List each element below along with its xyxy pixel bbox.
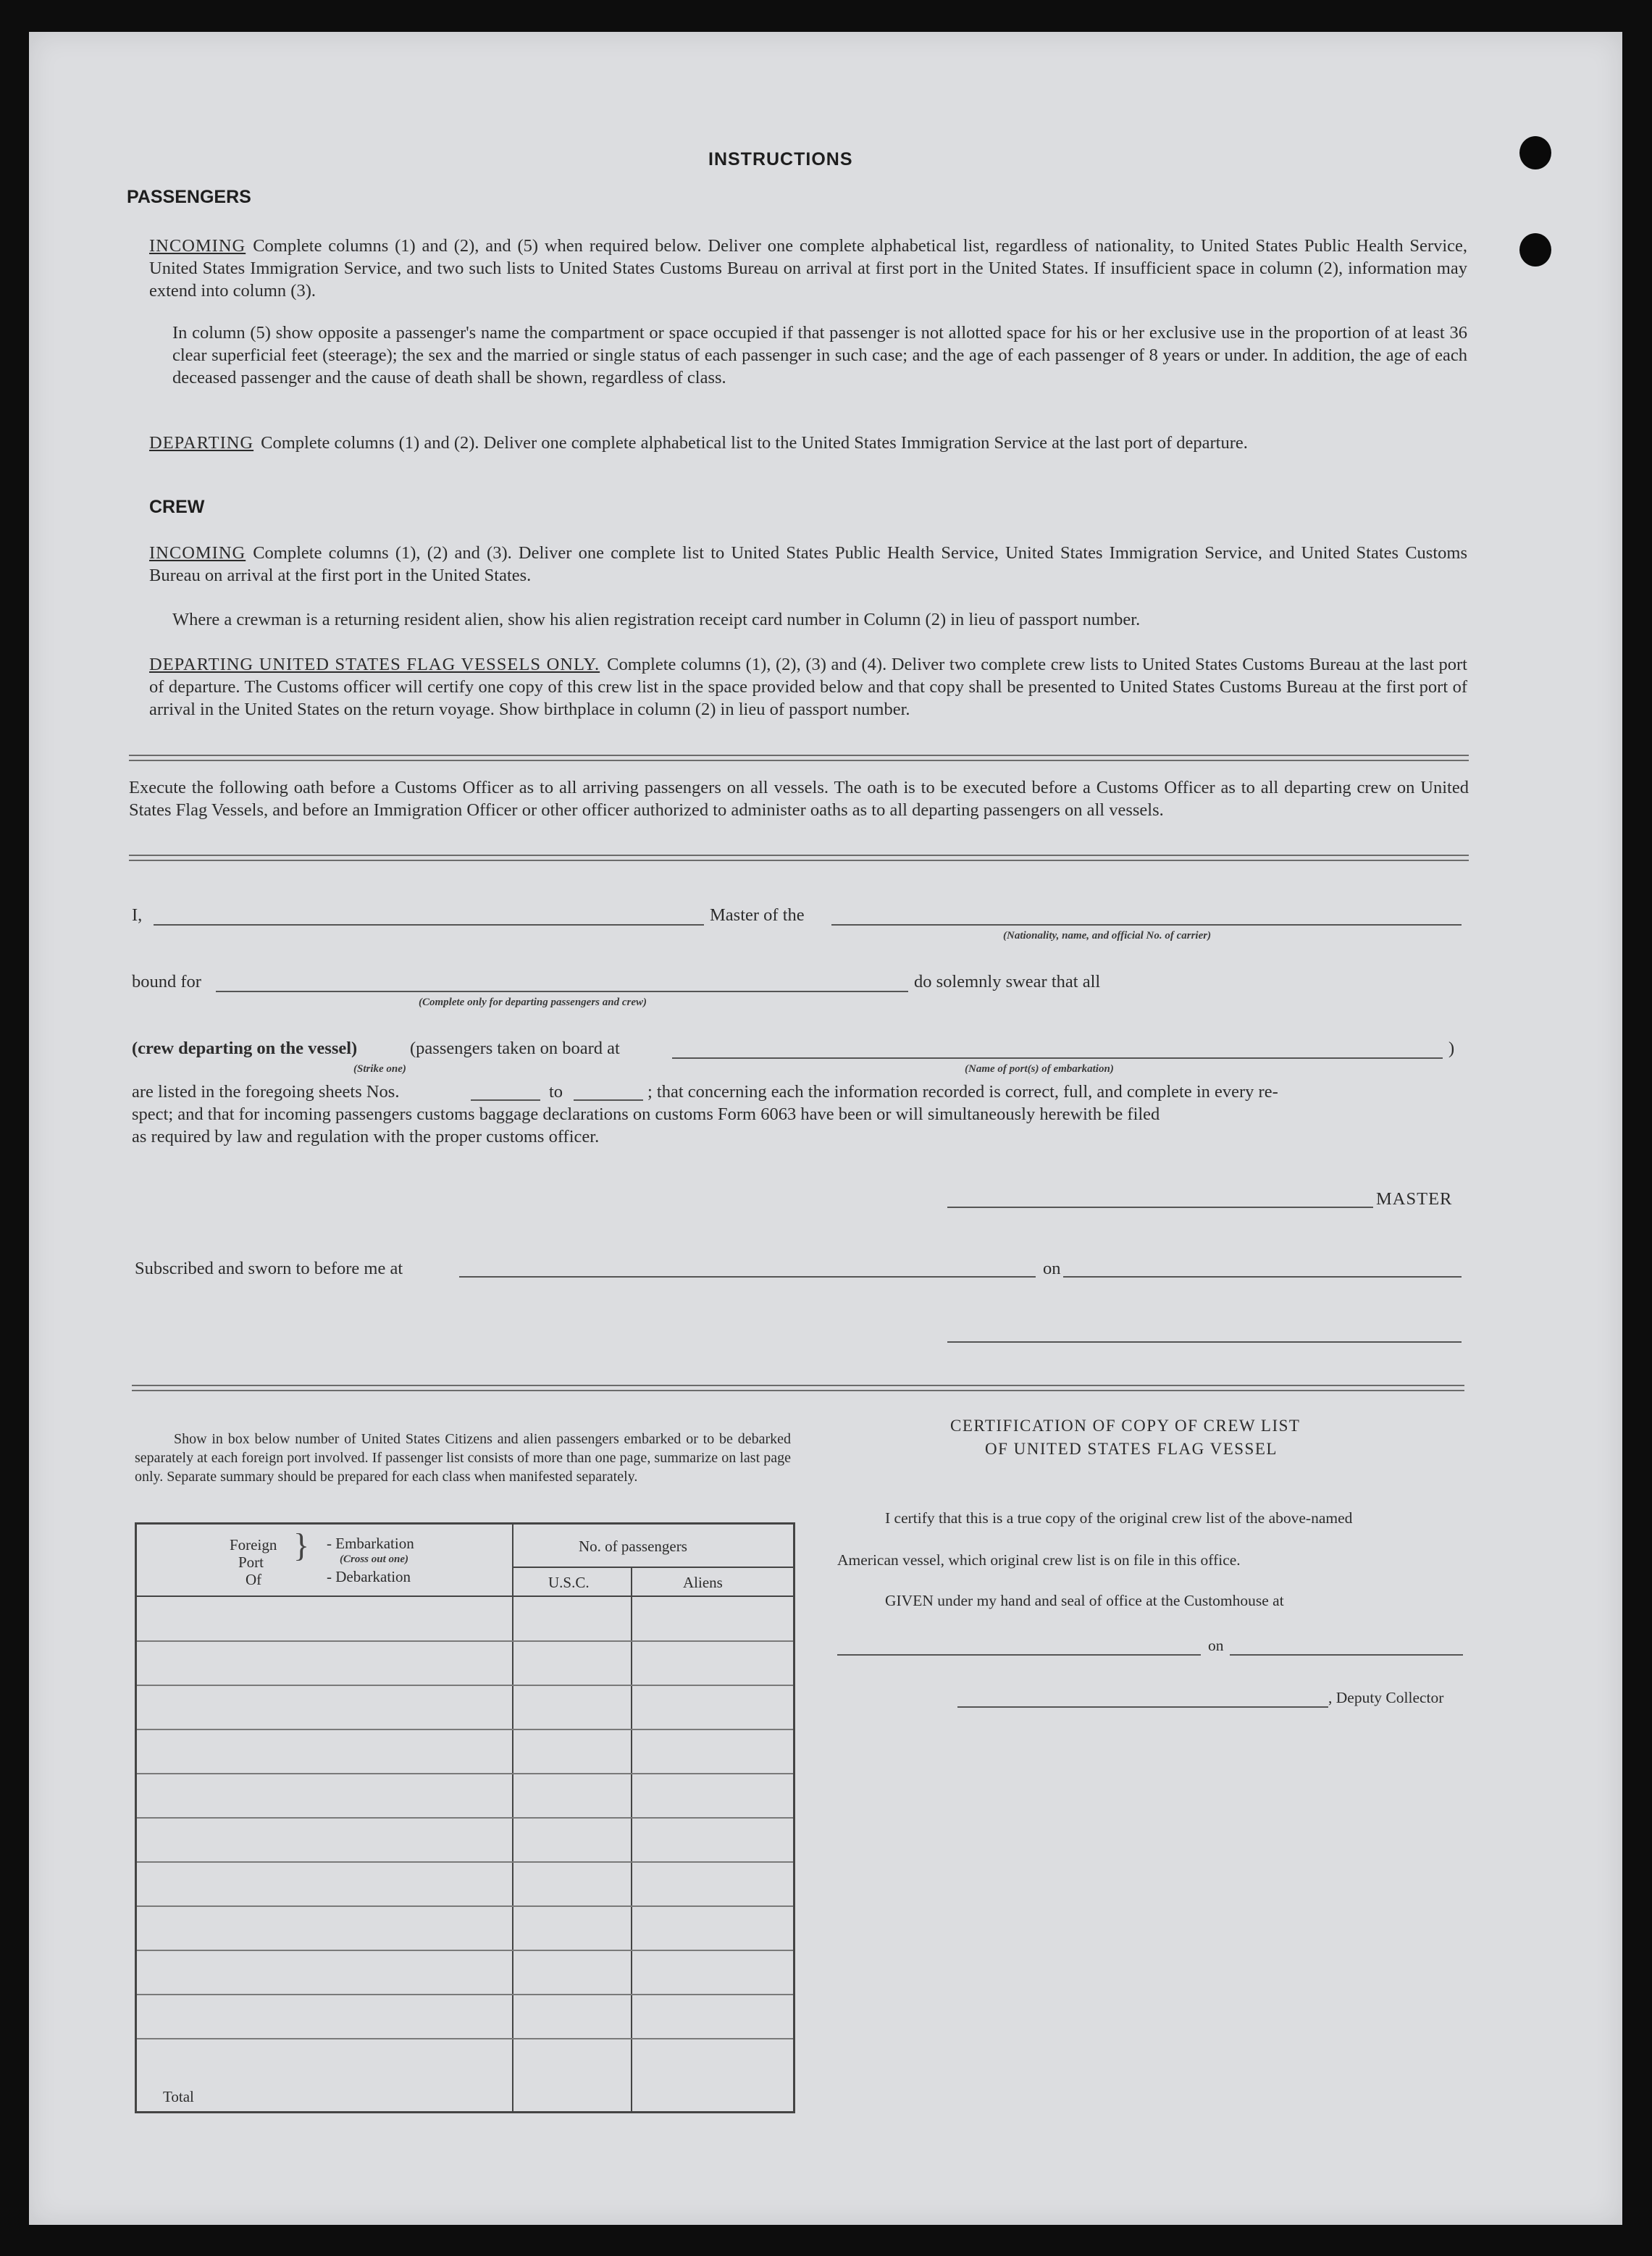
column5-paragraph: In column (5) show opposite a passenger's name the compartment or space occupied if that passenger is not allotted space for his or her exclusive use in the proportion of at least 36 clear superficial feet (steerage); the sex and the married or single status of each passenger in such case; and the age of each passenger of 8 years or under. In addition, the age of each deceased passenger and the cause of death shall be shown, regardless of class. [172, 323, 1467, 387]
row-divider [137, 1950, 793, 1951]
ports-field[interactable] [672, 1057, 1443, 1059]
row-divider [137, 1729, 793, 1730]
crew-incoming-paragraph [149, 542, 1467, 587]
crew-departing-text: Complete columns (1), (2), (3) and (4). Deliver two complete crew lists to United States Customs Bureau at the last port of departure. The Customs officer will certify one copy of this crew list in the space provided below and that copy shall be presented to United States Customs Bureau at the first port of arrival in the United States on the return voyage. Show birthplace in column (2) in lieu of passport number. [149, 655, 1467, 719]
embarkation-label: - Embarkation [327, 1535, 414, 1552]
of-label: Of [246, 1571, 262, 1588]
passengers-departing-paragraph [149, 432, 1467, 454]
column-divider [631, 1567, 632, 2111]
sworn-on-label: on [1043, 1259, 1061, 1278]
bound-for-field[interactable] [216, 991, 908, 992]
page-title: INSTRUCTIONS [708, 149, 853, 169]
punch-hole [1519, 136, 1551, 169]
crew-departing-option: (crew departing on the vessel) [132, 1039, 358, 1058]
crew-resident-paragraph: Where a crewman is a returning resident alien, show his alien registration receipt card number in Column (2) in lieu of passport number. [172, 610, 1141, 629]
row-divider [137, 1994, 793, 1995]
close-paren: ) [1448, 1039, 1455, 1058]
certification-line-1: I certify that this is a true copy of the original crew list of the above-named [885, 1509, 1353, 1527]
deputy-signature-field[interactable] [957, 1706, 1328, 1708]
passengers-incoming-text: Complete columns (1) and (2), and (5) when required below. Deliver one complete alphabetical list, regardless of nationality, to United States Public Health Service, United States Immigration Service, and two such lists to United States Customs Bureau on arrival at first port in the United States. If insufficient space in column (2), information may extend into column (3). [149, 236, 1467, 301]
sworn-place-field[interactable] [459, 1276, 1036, 1278]
foreign-label: Foreign [230, 1536, 277, 1553]
swear-label: do solemnly swear that all [914, 972, 1101, 991]
row-divider [137, 1905, 793, 1907]
sworn-date-field[interactable] [1063, 1276, 1462, 1278]
carrier-note: (Nationality, name, and official No. of carrier) [1003, 930, 1212, 942]
row-divider [137, 1685, 793, 1686]
debarkation-label: - Debarkation [327, 1568, 411, 1585]
certification-date-field[interactable] [1230, 1654, 1463, 1656]
sheet-to-field[interactable] [574, 1099, 643, 1101]
row-divider [137, 2038, 793, 2039]
certification-title-2: OF UNITED STATES FLAG VESSEL [985, 1440, 1278, 1458]
row-divider [137, 1773, 793, 1774]
oath-i-label: I, [132, 905, 143, 925]
usc-header: U.S.C. [548, 1574, 590, 1591]
sheets-to-label: to [549, 1082, 563, 1102]
sheets-label: are listed in the foregoing sheets Nos. [132, 1082, 400, 1102]
master-name-field[interactable] [154, 924, 704, 926]
customhouse-field[interactable] [837, 1654, 1201, 1656]
no-passengers-header: No. of passengers [579, 1538, 687, 1555]
passengers-departing-label: DEPARTING [149, 433, 254, 453]
master-signature-field[interactable] [947, 1207, 1373, 1208]
passengers-taken-option: (passengers taken on board at [410, 1039, 620, 1058]
row-divider [512, 1567, 793, 1568]
passenger-summary-table [135, 1522, 795, 2113]
crew-incoming-text: Complete columns (1), (2) and (3). Deliver one complete list to United States Public Health Service, United States Immigration Service, and United States Customs Bureau on arrival at the first port in the United States. [149, 543, 1467, 585]
divider [129, 855, 1469, 861]
passengers-incoming-paragraph [149, 235, 1467, 302]
sheet-from-field[interactable] [471, 1099, 540, 1101]
passengers-incoming-label: INCOMING [149, 236, 246, 256]
passengers-heading: PASSENGERS [127, 187, 251, 207]
summary-instructions: Show in box below number of United States Citizens and alien passengers embarked or to be debarked separately at each foreign port involved. If passenger list consists of more than one page, summarize on last page only. Separate summary should be prepared for each class when manifested separately. [135, 1431, 791, 1485]
punch-hole [1519, 233, 1551, 267]
certification-line-3: GIVEN under my hand and seal of office at the Customhouse at [885, 1592, 1284, 1609]
deputy-collector-label: , Deputy Collector [1328, 1689, 1444, 1706]
brace-symbol: } [293, 1527, 310, 1564]
aliens-header: Aliens [683, 1574, 723, 1591]
crew-departing-label: DEPARTING UNITED STATES FLAG VESSELS ONLY. [149, 655, 600, 674]
crew-departing-paragraph [149, 653, 1467, 721]
crew-incoming-label: INCOMING [149, 543, 246, 563]
bound-for-label: bound for [132, 972, 201, 991]
certification-on-label: on [1208, 1637, 1224, 1654]
strike-one-note: (Strike one) [353, 1063, 406, 1075]
crew-heading: CREW [149, 497, 205, 517]
cross-out-note: (Cross out one) [340, 1553, 409, 1565]
certification-title-1: CERTIFICATION OF COPY OF CREW LIST [950, 1417, 1301, 1435]
passengers-departing-text: Complete columns (1) and (2). Deliver one complete alphabetical list to the United States Immigration Service at the last port of departure. [261, 433, 1248, 453]
form-sheet [29, 32, 1622, 2225]
total-label: Total [163, 2088, 194, 2105]
row-divider [137, 1861, 793, 1863]
sheets-text-line2: spect; and that for incoming passengers customs baggage declarations on customs Form 6063 have been or will simultaneously herewith be filed [132, 1104, 1160, 1124]
ports-note: (Name of port(s) of embarkation) [965, 1063, 1114, 1075]
carrier-field[interactable] [831, 924, 1462, 926]
bound-for-note: (Complete only for departing passengers and crew) [419, 997, 647, 1008]
subscribed-label: Subscribed and sworn to before me at [135, 1259, 403, 1278]
sheets-text-line3: as required by law and regulation with the proper customs officer. [132, 1127, 600, 1146]
divider [132, 1385, 1464, 1391]
master-of-the-label: Master of the [710, 905, 805, 925]
row-divider [137, 1817, 793, 1819]
oath-intro: Execute the following oath before a Customs Officer as to all arriving passengers on all vessels. The oath is to be executed before a Customs Officer as to all departing crew on United States Flag Vessels, and before an Immigration Officer or other officer authorized to administer oaths as to all departing passengers on all vessels. [129, 778, 1469, 820]
row-divider [137, 1640, 793, 1642]
divider [129, 755, 1469, 761]
port-label: Port [238, 1553, 264, 1571]
master-label: MASTER [1376, 1189, 1453, 1209]
sheets-text: ; that concerning each the information recorded is correct, full, and complete in every re- [647, 1082, 1278, 1102]
header-divider [137, 1595, 793, 1597]
officer-signature-field[interactable] [947, 1341, 1462, 1343]
certification-line-2: American vessel, which original crew list is on file in this office. [837, 1551, 1241, 1569]
